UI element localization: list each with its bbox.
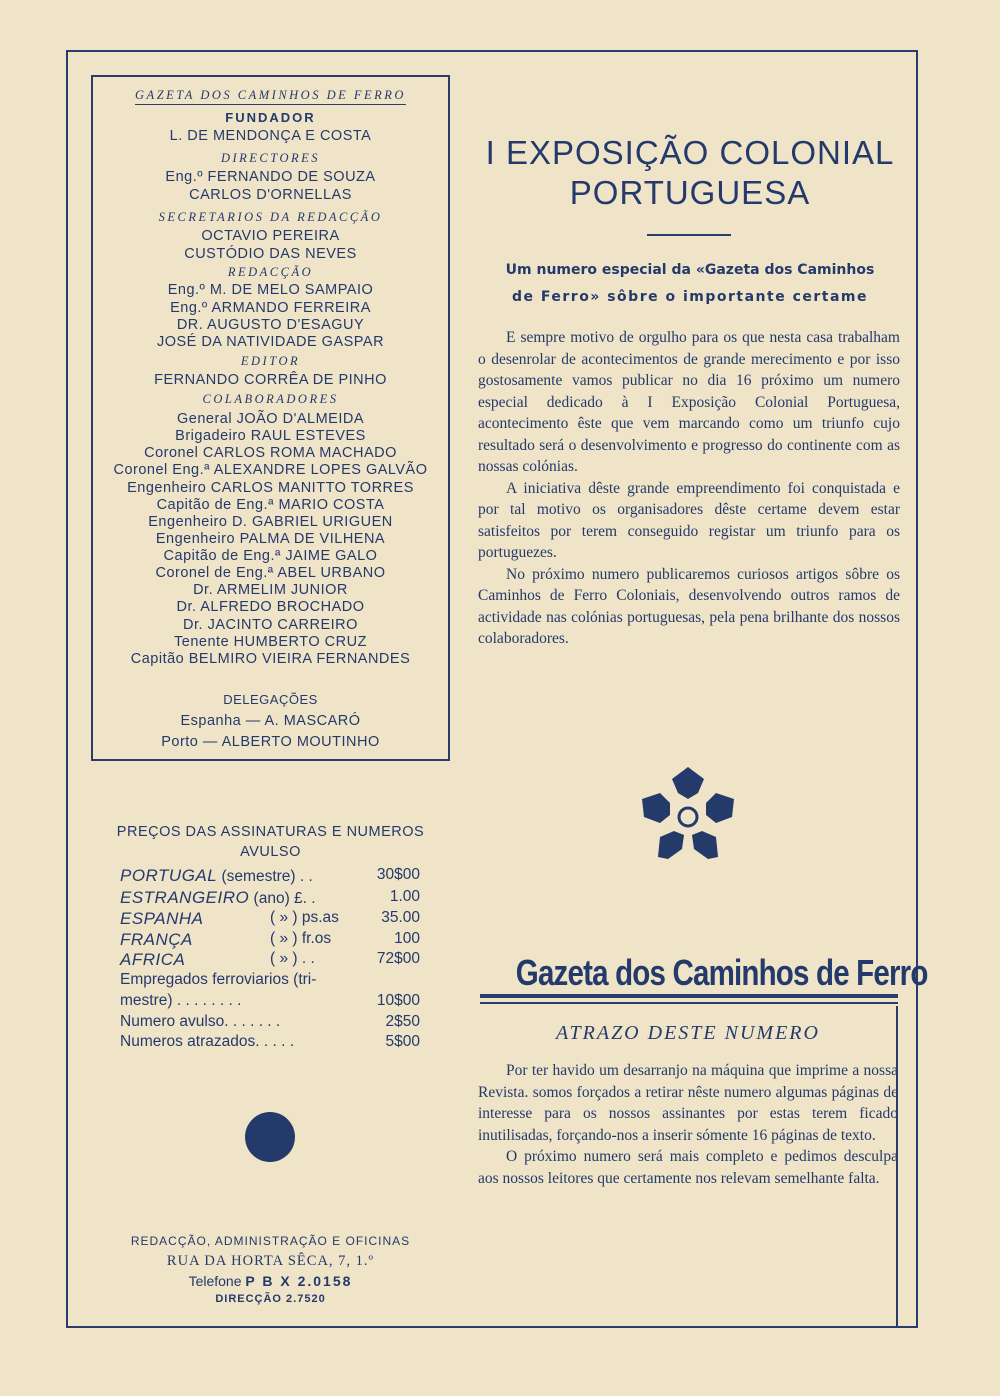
- colaborador-name: Dr. ARMELIM JUNIOR: [193, 582, 348, 598]
- notice-body: [478, 1060, 898, 1189]
- directores-label: DIRECTORES: [220, 151, 321, 165]
- secretarios-label: SECRETARIOS DA REDACÇÃO: [158, 210, 383, 224]
- price-row: Numeros atrazados. . . . . 5$00: [120, 1033, 420, 1050]
- paragraph: E sempre motivo de orgulho para os que nesta casa trabalham o desenrolar de acontecimentos de grande merecimento e por isso gostosamente vamos publicar no dia 16 próximo um numero especial dedicado à I Exposição Colonial Portuguesa, acontecimento êste que vem marcando como um triunfo cujo resultado será o desenvolvimento e progresso do continente com as nossas colónias.: [478, 329, 900, 475]
- colaborador-name: Dr. ALFREDO BROCHADO: [176, 599, 365, 615]
- colaborador-name: Dr. JACINTO CARREIRO: [183, 617, 358, 633]
- director-name: Eng.º FERNANDO DE SOUZA: [165, 169, 376, 185]
- direccao-line: DIRECÇÃO 2.7520: [215, 1293, 326, 1305]
- article-subtitle: Um numero especial da «Gazeta dos Caminhos: [505, 262, 875, 278]
- colaborador-name: Brigadeiro RAUL ESTEVES: [175, 428, 366, 444]
- redaccao-name: Eng.º ARMANDO FERREIRA: [170, 300, 371, 316]
- prices-title: AVULSO: [240, 844, 301, 860]
- redaccao-name: Eng.º M. DE MELO SAMPAIO: [167, 282, 374, 298]
- divider: [480, 994, 898, 998]
- colaborador-name: Engenheiro CARLOS MANITTO TORRES: [127, 480, 414, 496]
- editor-name: FERNANDO CORRÊA DE PINHO: [154, 372, 387, 388]
- colaborador-name: Coronel Eng.ª ALEXANDRE LOPES GALVÃO: [113, 462, 428, 478]
- colaborador-name: Capitão de Eng.ª JAIME GALO: [163, 548, 378, 564]
- paragraph: A iniciativa dêste grande empreendimento foi conquistada e por tal motivo os organisadores dêste certame devem estar satisfeitos por terem conseguido registar um triunfo para os portuguezes.: [478, 479, 900, 561]
- address-line: REDACÇÃO, ADMINISTRAÇÃO E OFICINAS: [130, 1234, 411, 1248]
- price-row: Numero avulso. . . . . . . 2$50: [120, 1013, 420, 1030]
- colaborador-name: Capitão de Eng.ª MARIO COSTA: [156, 497, 385, 513]
- colaborador-name: General JOÃO D'ALMEIDA: [176, 411, 365, 427]
- fundador-name: L. DE MENDONÇA E COSTA: [169, 128, 372, 144]
- ornament-dot: [245, 1112, 295, 1162]
- colaborador-name: Coronel de Eng.ª ABEL URBANO: [155, 565, 386, 581]
- colaboradores-label: COLABORADORES: [202, 392, 339, 406]
- price-row: Empregados ferroviarios (tri-: [120, 971, 317, 988]
- telephone-line: Telefone P B X 2.0158: [188, 1273, 353, 1289]
- divider: [647, 234, 731, 236]
- article-title: I EXPOSIÇÃO COLONIAL: [485, 134, 895, 171]
- redaccao-label: REDACÇÃO: [227, 265, 314, 279]
- masthead-title: GAZETA DOS CAMINHOS DE FERRO: [91, 88, 450, 105]
- price-row: ESPANHA ( » ) ps.as 35.00: [120, 909, 420, 928]
- secretario-name: CUSTÓDIO DAS NEVES: [184, 246, 357, 262]
- fundador-label: FUNDADOR: [225, 110, 316, 125]
- gazeta-masthead: Gazeta dos Caminhos de Ferro: [515, 952, 928, 993]
- price-row: mestre) . . . . . . . . 10$00: [120, 992, 420, 1009]
- prices-title: PREÇOS DAS ASSINATURAS E NUMEROS: [116, 824, 425, 840]
- article-title: PORTUGUESA: [569, 174, 811, 211]
- secretario-name: OCTAVIO PEREIRA: [201, 228, 340, 244]
- divider: [480, 1002, 898, 1004]
- paragraph: O próximo numero será mais completo e pedimos desculpa aos nossos leitores que certamente nos relevam semelhante falta.: [478, 1148, 898, 1187]
- paragraph: Por ter havido um desarranjo na máquina que imprime a nossa Revista. somos forçados a retirar nêste numero algumas páginas de interesse para os nossos assinantes por estas terem ficado inutilisadas, forçando-nos a inserir sómente 16 páginas de texto.: [478, 1062, 898, 1144]
- price-row: AFRICA ( » ) . . 72$00: [120, 950, 420, 969]
- article-subtitle: de Ferro» sôbre o importante certame: [512, 289, 868, 305]
- colaborador-name: Engenheiro PALMA DE VILHENA: [155, 531, 386, 547]
- notice-heading: ATRAZO DESTE NUMERO: [556, 1022, 820, 1044]
- article-body: [478, 327, 900, 650]
- price-row: ESTRANGEIRO (ano) £. . 1.00: [120, 888, 420, 907]
- flower-ornament-icon: [638, 765, 738, 861]
- colaborador-name: Tenente HUMBERTO CRUZ: [174, 634, 367, 650]
- address-street: RUA DA HORTA SÊCA, 7, 1.º: [166, 1253, 375, 1269]
- editor-label: EDITOR: [240, 354, 301, 368]
- redaccao-name: JOSÉ DA NATIVIDADE GASPAR: [156, 334, 385, 350]
- director-name: CARLOS D'ORNELLAS: [189, 187, 352, 203]
- delegacoes-label: DELEGAÇÕES: [223, 692, 318, 707]
- delegacao-entry: Espanha — A. MASCARÓ: [180, 713, 361, 729]
- price-row: FRANÇA ( » ) fr.os 100: [120, 930, 420, 949]
- paragraph: No próximo numero publicaremos curiosos artigos sôbre os Caminhos de Ferro Coloniais, desenvolvendo outros ramos de actividade nas colónias portuguesas, pela pena brilhante dos nossos colaboradores.: [478, 565, 900, 647]
- colaborador-name: Coronel CARLOS ROMA MACHADO: [144, 445, 397, 461]
- redaccao-name: DR. AUGUSTO D'ESAGUY: [176, 317, 365, 333]
- price-row: PORTUGAL (semestre) . . 30$00: [120, 866, 420, 885]
- colaborador-name: Capitão BELMIRO VIEIRA FERNANDES: [130, 651, 411, 667]
- delegacao-entry: Porto — ALBERTO MOUTINHO: [161, 734, 380, 750]
- colaborador-name: Engenheiro D. GABRIEL URIGUEN: [148, 514, 393, 530]
